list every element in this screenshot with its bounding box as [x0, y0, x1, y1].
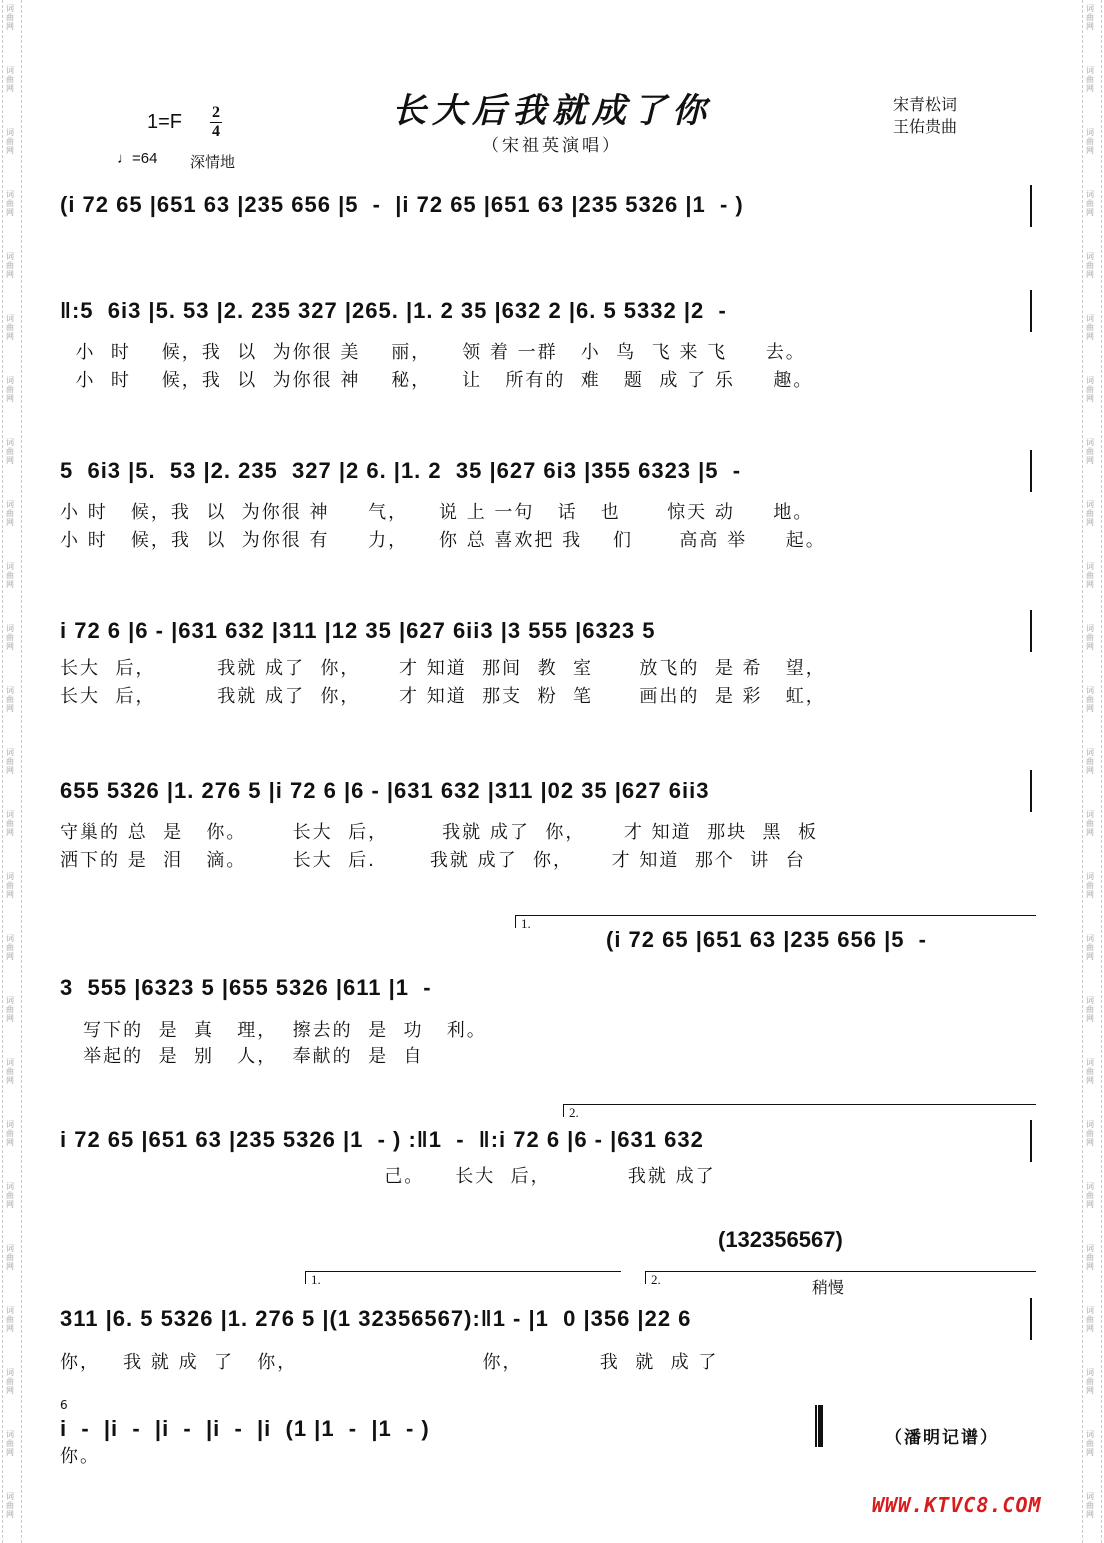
margin-site-mark: 词 曲 网 [1086, 562, 1094, 589]
notation-line-prelude: (i 72 65 |651 63 |235 656 |5 - [606, 927, 935, 952]
grace-note-marking: 6 [60, 1398, 68, 1412]
margin-site-mark: 词 曲 网 [6, 1120, 14, 1147]
lyric-verse-1: 小 时 候，我 以 为你很 美 丽， 领 着 一群 小 鸟 飞 来 飞 去。 [60, 342, 806, 363]
margin-site-mark: 词 曲 网 [1086, 500, 1094, 527]
margin-site-mark: 词 曲 网 [1086, 1430, 1094, 1457]
final-barline [815, 1405, 823, 1447]
margin-site-mark: 词 曲 网 [6, 934, 14, 961]
margin-site-mark: 词 曲 网 [6, 1430, 14, 1457]
margin-site-mark: 词 曲 网 [6, 748, 14, 775]
margin-site-mark: 词 曲 网 [1086, 686, 1094, 713]
credits [893, 94, 957, 138]
lyric-verse-2: 举起的 是 别 人， 奉献的 是 自 [60, 1046, 424, 1067]
margin-site-mark: 词 曲 网 [6, 1182, 14, 1209]
lyric-verse-2: 小 时 候，我 以 为你很 神 秘， 让 所有的 难 题 成 了 乐 趣。 [60, 370, 814, 391]
lyric-verse-1: 你， 我 就 成 了 你， 你， 我 就 成 了 [60, 1352, 719, 1373]
scale-run: (132356567) [718, 1227, 843, 1252]
key-signature: 1=F [147, 111, 183, 133]
transcriber-credit: （潘明记谱） [885, 1428, 999, 1448]
lyric-verse-2: 长大 后， 我就 成了 你， 才 知道 那支 粉 笔 画出的 是 彩 虹， [60, 686, 826, 707]
notation-line: i 72 65 |651 63 |235 5326 |1 - ) :‖1 - ‖:i 72 6 |6 - |631 632 [60, 1127, 711, 1152]
margin-site-mark: 词 曲 网 [6, 252, 14, 279]
margin-site-mark: 词 曲 网 [1086, 314, 1094, 341]
barline [1030, 185, 1032, 227]
notation-line: 5 6i3 |5. 53 |2. 235 327 |2 6. |1. 2 35 |627 6i3 |355 6323 |5 - [60, 458, 749, 483]
margin-site-mark: 词 曲 网 [6, 314, 14, 341]
notation-line: ‖:5 6i3 |5. 53 |2. 235 327 |265. |1. 2 35 |632 2 |6. 5 5332 |2 - [60, 298, 734, 323]
song-title: 长大后我就成了你 [392, 91, 712, 131]
site-watermark: WWW.KTVC8.COM [872, 1493, 1042, 1517]
margin-site-mark: 词 曲 网 [6, 1244, 14, 1271]
lyric-verse-1: 小 时 候，我 以 为你很 神 气， 说 上 一句 话 也 惊天 动 地。 [60, 502, 814, 523]
barline [1030, 1298, 1032, 1340]
volta-bracket-1: 1. [305, 1271, 621, 1284]
margin-site-mark: 词 曲 网 [1086, 624, 1094, 651]
margin-site-mark: 词 曲 网 [6, 500, 14, 527]
time-signature-top: 2 [212, 104, 220, 121]
margin-site-mark: 词 曲 网 [1086, 252, 1094, 279]
margin-site-mark: 词 曲 网 [6, 1058, 14, 1085]
margin-site-mark: 词 曲 网 [6, 562, 14, 589]
volta-bracket-1: 1. [515, 915, 1036, 928]
volta-bracket-2: 2. [563, 1104, 1036, 1117]
margin-site-mark: 词 曲 网 [1086, 1120, 1094, 1147]
notation-line: 3 555 |6323 5 |655 5326 |611 |1 - [60, 975, 439, 1000]
barline [1030, 450, 1032, 492]
barline [1030, 290, 1032, 332]
margin-site-mark: 词 曲 网 [1086, 4, 1094, 31]
margin-site-mark: 词 曲 网 [1086, 1492, 1094, 1519]
barline [1030, 1120, 1032, 1162]
right-margin-strip [1082, 0, 1102, 1543]
slowdown-marking: 稍慢 [812, 1278, 845, 1297]
tempo-marking: ♩=64 [117, 150, 158, 167]
lyricist: 宋青松词 [893, 95, 958, 114]
time-signature-bottom: 4 [212, 123, 220, 140]
margin-site-mark: 词 曲 网 [6, 1306, 14, 1333]
margin-site-mark: 词 曲 网 [1086, 748, 1094, 775]
margin-site-mark: 词 曲 网 [6, 624, 14, 651]
margin-site-mark: 词 曲 网 [6, 1492, 14, 1519]
time-signature [210, 105, 222, 140]
margin-site-mark: 词 曲 网 [6, 376, 14, 403]
notation-line: i 72 6 |6 - |631 632 |311 |12 35 |627 6ii3 |3 555 |6323 5 [60, 618, 663, 643]
notation-line: 311 |6. 5 5326 |1. 276 5 |(1 32356567):‖1 - |1 0 |356 |22 6 [60, 1306, 699, 1331]
notation-line: i - |i - |i - |i - |i (1 |1 - |1 - ) [60, 1416, 430, 1441]
margin-site-mark: 词 曲 网 [6, 4, 14, 31]
margin-site-mark: 词 曲 网 [6, 1368, 14, 1395]
volta-bracket-2: 2. [645, 1271, 1036, 1284]
margin-site-mark: 词 曲 网 [6, 190, 14, 217]
margin-site-mark: 词 曲 网 [1086, 1244, 1094, 1271]
margin-site-mark: 词 曲 网 [6, 128, 14, 155]
margin-site-mark: 词 曲 网 [1086, 376, 1094, 403]
margin-site-mark: 词 曲 网 [6, 810, 14, 837]
margin-site-mark: 词 曲 网 [1086, 1058, 1094, 1085]
margin-site-mark: 词 曲 网 [1086, 438, 1094, 465]
margin-site-mark: 词 曲 网 [1086, 1306, 1094, 1333]
margin-site-mark: 词 曲 网 [1086, 1182, 1094, 1209]
lyric-verse-1: 你。 [60, 1446, 100, 1467]
margin-site-mark: 词 曲 网 [1086, 996, 1094, 1023]
margin-site-mark: 词 曲 网 [6, 66, 14, 93]
barline [1030, 610, 1032, 652]
lyric-verse-1: 己。 长大 后， 我就 成了 [60, 1166, 716, 1187]
margin-site-mark: 词 曲 网 [1086, 190, 1094, 217]
lyric-verse-1: 写下的 是 真 理， 擦去的 是 功 利。 [60, 1020, 487, 1041]
margin-site-mark: 词 曲 网 [6, 872, 14, 899]
margin-site-mark: 词 曲 网 [6, 996, 14, 1023]
margin-site-mark: 词 曲 网 [1086, 128, 1094, 155]
lyric-verse-1: 长大 后， 我就 成了 你， 才 知道 那间 教 室 放飞的 是 希 望， [60, 658, 826, 679]
left-margin-strip [2, 0, 22, 1543]
composer: 王佑贵曲 [893, 117, 958, 136]
notation-line: 655 5326 |1. 276 5 |i 72 6 |6 - |631 632 |311 |02 35 |627 6ii3 [60, 778, 717, 803]
lyric-verse-2: 洒下的 是 泪 滴。 长大 后. 我就 成了 你， 才 知道 那个 讲 台 [60, 850, 806, 871]
lyric-verse-1: 守巢的 总 是 你。 长大 后， 我就 成了 你， 才 知道 那块 黑 板 [60, 822, 818, 843]
margin-site-mark: 词 曲 网 [6, 686, 14, 713]
expression-marking: 深情地 [190, 153, 236, 171]
lyric-verse-2: 小 时 候，我 以 为你很 有 力， 你 总 喜欢把 我 们 高高 举 起。 [60, 530, 826, 551]
margin-site-mark: 词 曲 网 [1086, 934, 1094, 961]
margin-site-mark: 词 曲 网 [1086, 872, 1094, 899]
performer-subtitle: （宋祖英演唱） [482, 136, 622, 156]
margin-site-mark: 词 曲 网 [1086, 810, 1094, 837]
margin-site-mark: 词 曲 网 [1086, 1368, 1094, 1395]
notation-line: (i 72 65 |651 63 |235 656 |5 - |i 72 65 |651 63 |235 5326 |1 - ) [60, 192, 751, 217]
margin-site-mark: 词 曲 网 [6, 438, 14, 465]
margin-site-mark: 词 曲 网 [1086, 66, 1094, 93]
barline [1030, 770, 1032, 812]
